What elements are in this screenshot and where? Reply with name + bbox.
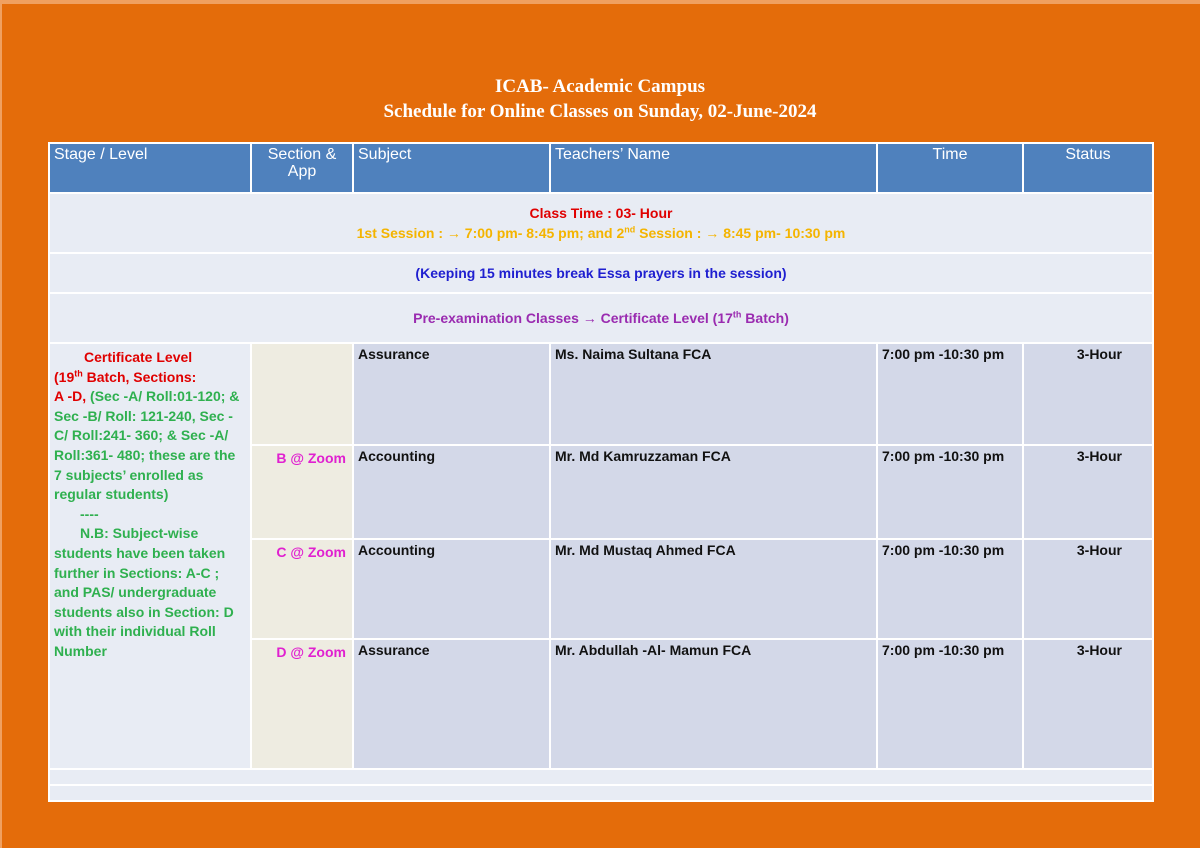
session-sup: nd (624, 224, 636, 235)
stage-batch (54, 368, 244, 388)
preexam-text-a: Pre-examination Classes → Certificate Level (17 (413, 310, 733, 326)
stage-sections (54, 387, 244, 505)
col-header-subject: Subject (353, 143, 550, 193)
class-time-text: Class Time : 03- Hour (529, 205, 673, 221)
status-cell: 3-Hour (1023, 639, 1153, 769)
teacher-cell: Mr. Md Kamruzzaman FCA (550, 445, 877, 539)
col-header-stage: Stage / Level (49, 143, 251, 193)
footer-row (49, 769, 1153, 785)
subject-cell: Accounting (353, 539, 550, 639)
footer-cell-1 (49, 769, 1153, 785)
teacher-cell: Mr. Md Mustaq Ahmed FCA (550, 539, 877, 639)
document-title (0, 74, 1200, 124)
section-cell (251, 343, 353, 445)
preexam-note (49, 293, 1153, 343)
break-band (49, 253, 1153, 293)
stage-sections-red: A -D, (54, 388, 87, 405)
title-line-2: Schedule for Online Classes on Sunday, 02-June-2024 (383, 101, 817, 122)
time-cell: 7:00 pm -10:30 pm (877, 445, 1023, 539)
schedule-table (48, 142, 1154, 802)
time-cell: 7:00 pm -10:30 pm (877, 539, 1023, 639)
section-cell: B @ Zoom (251, 445, 353, 539)
session-text-a: 1st Session : → 7:00 pm- 8:45 pm; and 2 (356, 225, 625, 241)
stage-sections-green: (Sec -A/ Roll:01-120; & Sec -B/ Roll: 121-240, Sec -C/ Roll:241- 360; & Sec -A/ Roll:361- 480; these are the 7 subjects’ enrolled as regular students) (54, 388, 240, 503)
col-header-status: Status (1023, 143, 1153, 193)
stage-title: Certificate Level (84, 349, 193, 365)
preexam-text-b: Batch) (741, 310, 789, 326)
stage-cell (49, 343, 251, 769)
teacher-cell: Mr. Abdullah -Al- Mamun FCA (550, 639, 877, 769)
status-cell: 3-Hour (1023, 343, 1153, 445)
preexam-sup: th (732, 309, 742, 320)
section-cell: C @ Zoom (251, 539, 353, 639)
col-header-teacher: Teachers’ Name (550, 143, 877, 193)
status-cell: 3-Hour (1023, 445, 1153, 539)
subject-cell: Assurance (353, 343, 550, 445)
session-text-b: Session : → 8:45 pm- 10:30 pm (635, 225, 846, 241)
footer-row (49, 785, 1153, 801)
time-cell: 7:00 pm -10:30 pm (877, 343, 1023, 445)
status-cell: 3-Hour (1023, 539, 1153, 639)
stage-note: N.B: Subject-wise students have been taken further in Sections: A-C ; and PAS/ undergraduate students also in Section: D with their individual Roll Number (54, 525, 234, 659)
title-line-1: ICAB- Academic Campus (494, 76, 706, 97)
preexam-band (49, 293, 1153, 343)
subject-cell: Accounting (353, 445, 550, 539)
table-header-row (49, 143, 1153, 193)
subject-cell: Assurance (353, 639, 550, 769)
class-time-band (49, 193, 1153, 253)
teacher-cell: Ms. Naima Sultana FCA (550, 343, 877, 445)
stage-batch-sup: th (74, 367, 83, 378)
stage-batch-a: (19 (54, 368, 75, 385)
time-cell: 7:00 pm -10:30 pm (877, 639, 1023, 769)
footer-cell-2 (49, 785, 1153, 801)
table-row (49, 343, 1153, 445)
session-text (50, 223, 1152, 243)
col-header-time: Time (877, 143, 1023, 193)
stage-dash: ---- (80, 505, 99, 522)
break-note: (Keeping 15 minutes break Essa prayers in the session) (49, 253, 1153, 293)
stage-batch-b: Batch, Sections: (82, 368, 197, 385)
col-header-section: Section & App (251, 143, 353, 193)
section-cell: D @ Zoom (251, 639, 353, 769)
